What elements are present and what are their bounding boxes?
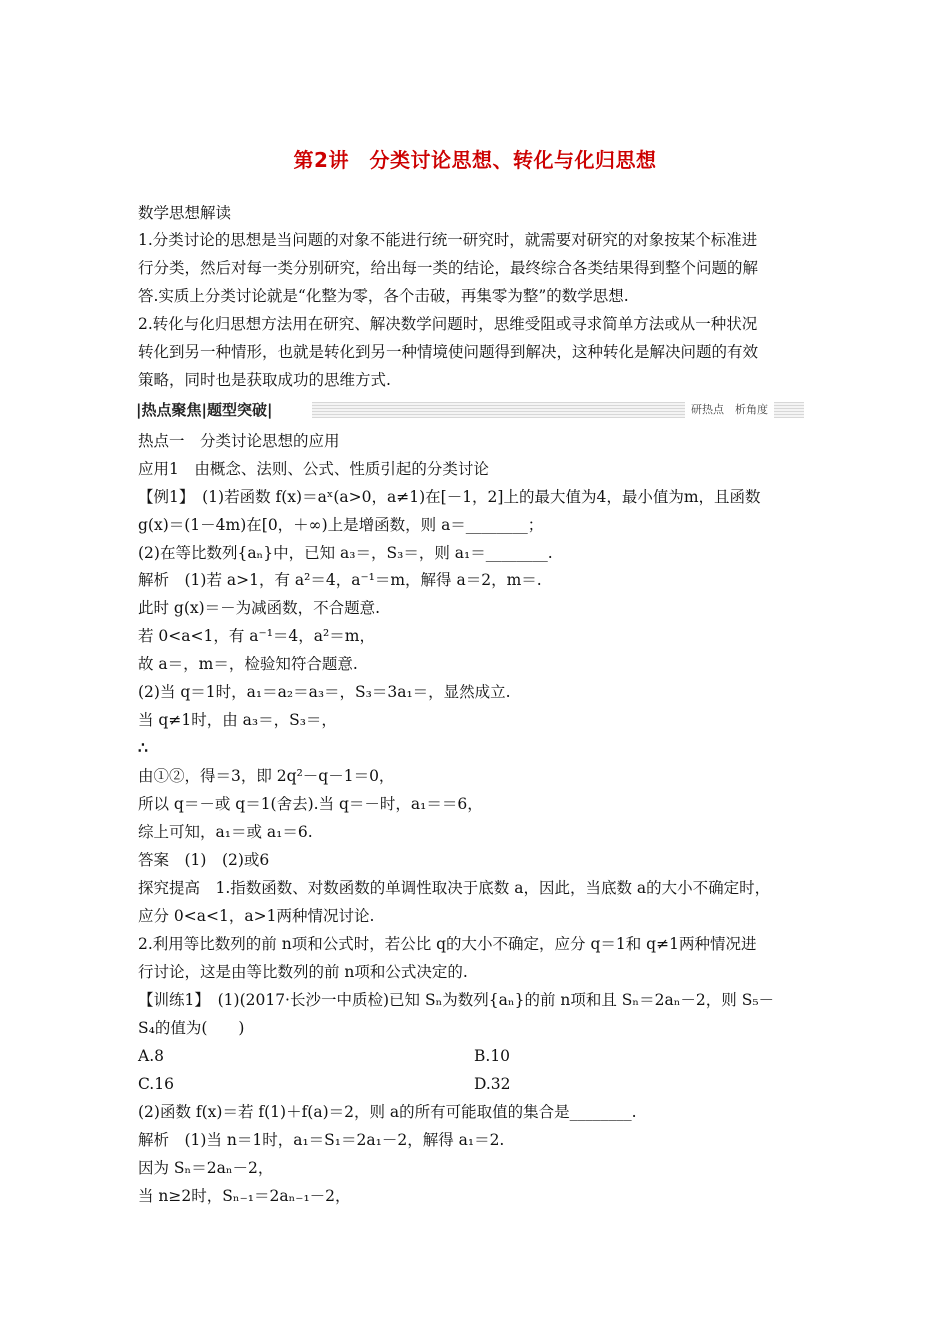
example-line: (2)在等比数列{aₙ}中，已知 a₃＝，S₃＝，则 a₁＝________. bbox=[138, 544, 553, 562]
solution-line: 综上可知，a₁＝或 a₁＝6. bbox=[138, 823, 313, 841]
solution-line: 由①②，得＝3，即 2q²－q－1＝0， bbox=[138, 767, 395, 785]
solution-line: 解析 (1)若 a>1，有 a²＝4，a⁻¹＝m，解得 a＝2，m＝. bbox=[138, 571, 542, 589]
solution-line: 当 q≠1时，由 a₃＝，S₃＝， bbox=[138, 711, 337, 729]
section-heading: 数学思想解读 bbox=[138, 204, 232, 222]
example-line: g(x)＝(1－4m)在[0，＋∞)上是增函数，则 a＝________； bbox=[138, 516, 544, 534]
solution-line: 此时 g(x)＝－为减函数，不合题意. bbox=[138, 599, 381, 617]
paragraph-line: 1.分类讨论的思想是当问题的对象不能进行统一研究时，就需要对研究的对象按某个标准进 bbox=[138, 231, 758, 249]
hotspot-heading: 热点一 分类讨论思想的应用 bbox=[138, 432, 340, 450]
banner-label: |热点聚焦|题型突破| bbox=[136, 401, 273, 419]
insight-line: 行讨论，这是由等比数列的前 n项和公式决定的. bbox=[138, 963, 468, 981]
page-title: 第2讲 分类讨论思想、转化与化归思想 bbox=[293, 148, 657, 172]
insight-line: 2.利用等比数列的前 n项和公式时，若公比 q的大小不确定，应分 q＝1和 q≠1两种情况进 bbox=[138, 935, 757, 953]
solution-line: 故 a＝，m＝，检验知符合题意. bbox=[138, 655, 358, 673]
exercise-line: S₄的值为( ) bbox=[138, 1019, 245, 1037]
exercise-line: (2)函数 f(x)＝若 f(1)＋f(a)＝2，则 a的所有可能取值的集合是________. bbox=[138, 1103, 637, 1121]
example-line: 【例1】 (1)若函数 f(x)＝aˣ(a>0，a≠1)在[－1，2]上的最大值为4，最小值为m，且函数 bbox=[138, 488, 761, 506]
paragraph-line: 2.转化与化归思想方法用在研究、解决数学问题时，思维受阻或寻求简单方法或从一种状况 bbox=[138, 315, 758, 333]
therefore-symbol: ∴ bbox=[138, 738, 148, 757]
option-d: D.32 bbox=[474, 1075, 511, 1093]
solution-line: 因为 Sₙ＝2aₙ－2， bbox=[138, 1159, 274, 1177]
option-b: B.10 bbox=[474, 1047, 511, 1065]
solution-line: 当 n≥2时，Sₙ₋₁＝2aₙ₋₁－2， bbox=[138, 1187, 351, 1205]
option-c: C.16 bbox=[138, 1075, 174, 1093]
paragraph-line: 答.实质上分类讨论就是“化整为零，各个击破，再集零为整”的数学思想. bbox=[138, 287, 629, 305]
exercise-line: 【训练1】 (1)(2017·长沙一中质检)已知 Sₙ为数列{aₙ}的前 n项和且 Sₙ＝2aₙ－2，则 S₅－ bbox=[138, 991, 775, 1009]
insight-line: 应分 0<a<1，a>1两种情况讨论. bbox=[138, 907, 375, 925]
solution-line: 若 0<a<1，有 a⁻¹＝4，a²＝m， bbox=[138, 627, 375, 645]
section-banner bbox=[136, 399, 804, 421]
solution-line: 解析 (1)当 n＝1时，a₁＝S₁＝2a₁－2，解得 a₁＝2. bbox=[138, 1131, 505, 1149]
banner-caption: 研热点 析角度 bbox=[685, 402, 774, 418]
answer-line: 答案 (1) (2)或6 bbox=[138, 851, 270, 869]
paragraph-line: 转化到另一种情形，也就是转化到另一种情境使问题得到解决，这种转化是解决问题的有效 bbox=[138, 343, 759, 361]
option-a: A.8 bbox=[138, 1047, 164, 1065]
paragraph-line: 行分类，然后对每一类分别研究，给出每一类的结论，最终综合各类结果得到整个问题的解 bbox=[138, 259, 759, 277]
paragraph-line: 策略，同时也是获取成功的思维方式. bbox=[138, 371, 391, 389]
solution-line: (2)当 q＝1时，a₁＝a₂＝a₃＝，S₃＝3a₁＝，显然成立. bbox=[138, 683, 511, 701]
insight-line: 探究提高 1.指数函数、对数函数的单调性取决于底数 a，因此，当底数 a的大小不确定时， bbox=[138, 879, 771, 897]
solution-line: 所以 q＝－或 q＝1(舍去).当 q＝－时，a₁＝＝6， bbox=[138, 795, 483, 813]
application-heading: 应用1 由概念、法则、公式、性质引起的分类讨论 bbox=[138, 460, 489, 478]
